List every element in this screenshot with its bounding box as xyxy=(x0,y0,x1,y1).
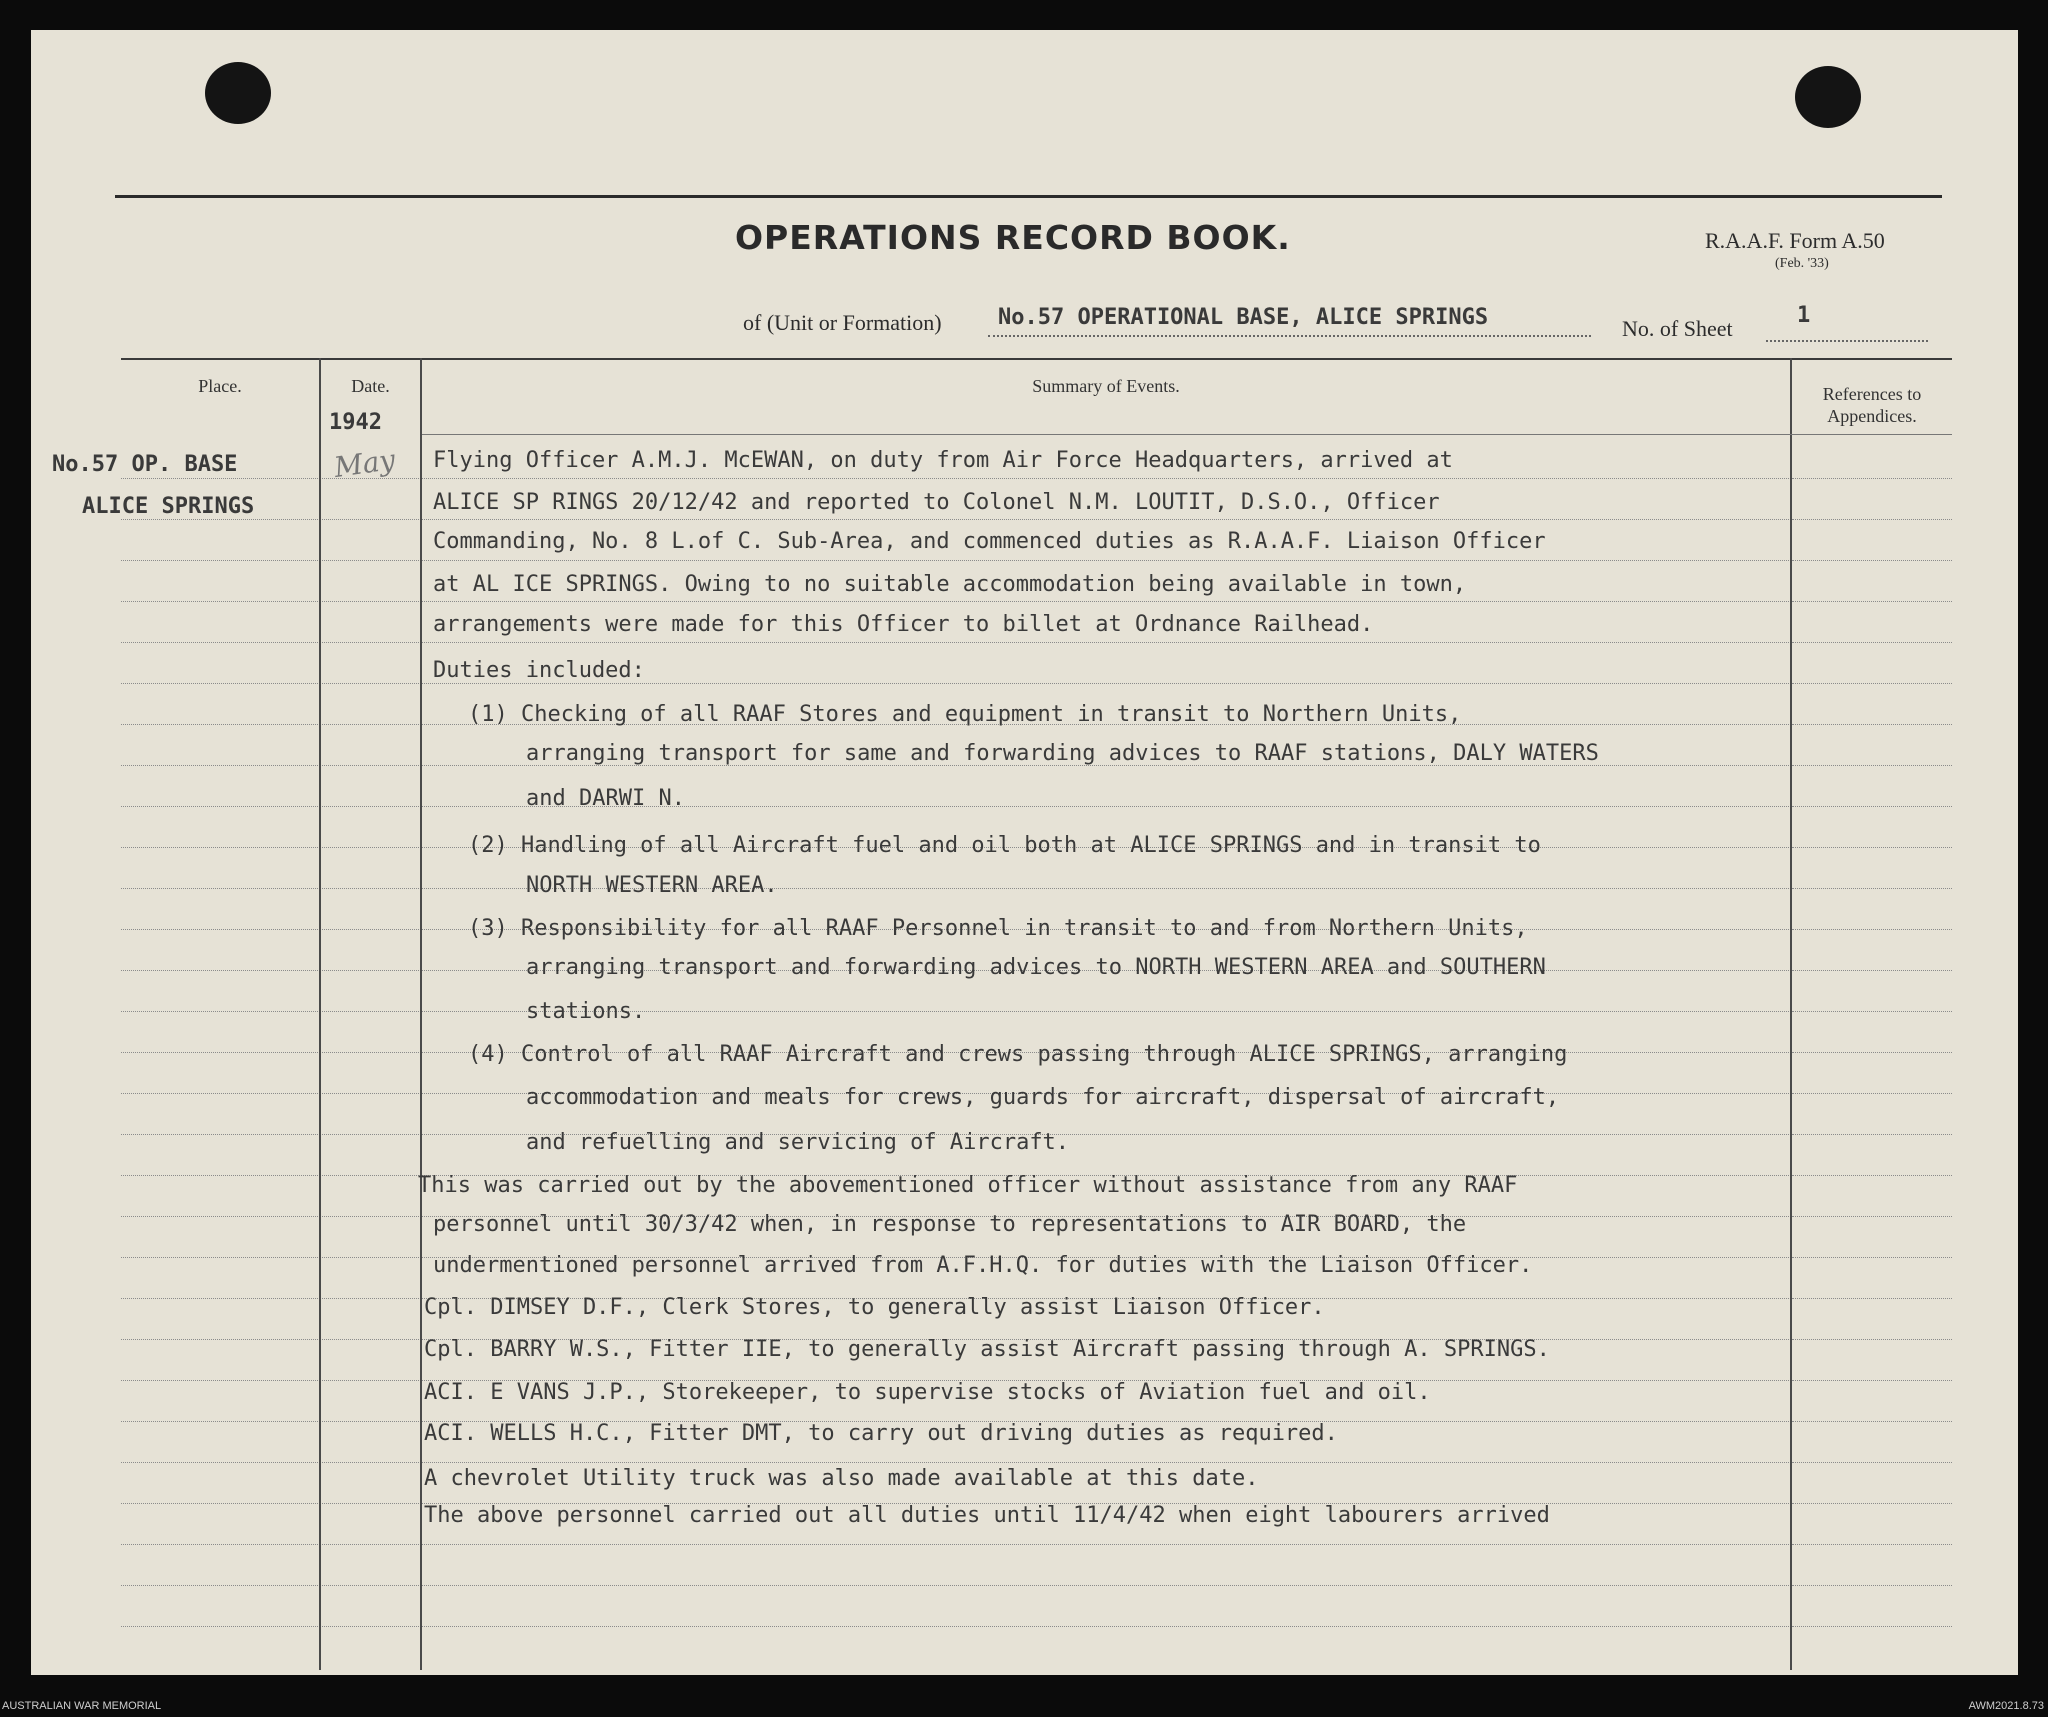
event-line-17: and refuelling and servicing of Aircraft. xyxy=(526,1130,1070,1155)
ruled-line xyxy=(1792,1011,1952,1012)
event-line-12: (3) Responsibility for all RAAF Personnel in transit to and from Northern Units, xyxy=(468,916,1528,941)
event-line-8: arranging transport for same and forwarding advices to RAAF stations, DALY WATERS xyxy=(526,741,1599,766)
ruled-line xyxy=(1792,929,1952,930)
ruled-line xyxy=(322,1257,419,1258)
footer-credit: AUSTRALIAN WAR MEMORIAL xyxy=(2,1700,162,1712)
ruled-line xyxy=(322,1544,419,1545)
ruled-line xyxy=(322,1134,419,1135)
ruled-line xyxy=(121,888,318,889)
ruled-line xyxy=(121,601,318,602)
punch-hole-left xyxy=(205,62,271,124)
ruled-line xyxy=(1792,970,1952,971)
event-line-11: NORTH WESTERN AREA. xyxy=(526,873,778,898)
ruled-line xyxy=(322,1011,419,1012)
ruled-line xyxy=(121,1216,318,1217)
ruled-line xyxy=(121,478,318,479)
unit-label: of (Unit or Formation) xyxy=(743,310,942,335)
ruled-line xyxy=(1792,1339,1952,1340)
event-line-16: accommodation and meals for crews, guards for aircraft, dispersal of aircraft, xyxy=(526,1085,1560,1110)
column-header-refs-line1: References to xyxy=(1822,384,1922,404)
ruled-line xyxy=(121,806,318,807)
event-line-9: and DARWI N. xyxy=(526,786,685,811)
column-header-date: Date. xyxy=(351,376,390,396)
ruled-line xyxy=(422,519,1789,520)
ruled-line xyxy=(322,970,419,971)
ruled-line xyxy=(322,1052,419,1053)
column-divider-refs xyxy=(1790,358,1792,1670)
ruled-line xyxy=(121,1544,318,1545)
ruled-line xyxy=(322,888,419,889)
ruled-line xyxy=(1792,1421,1952,1422)
ruled-line xyxy=(322,683,419,684)
ruled-line xyxy=(322,724,419,725)
place-line-1: No.57 OP. BASE xyxy=(52,452,238,477)
header-underline xyxy=(422,434,1952,435)
ruled-line xyxy=(322,1503,419,1504)
event-line-22: Cpl. BARRY W.S., Fitter IIE, to generally assist Aircraft passing through A. SPRINGS. xyxy=(424,1337,1550,1362)
ruled-line xyxy=(322,929,419,930)
column-divider-place xyxy=(319,358,321,1670)
ruled-line xyxy=(1792,683,1952,684)
ruled-line xyxy=(322,1093,419,1094)
ruled-line xyxy=(1792,1585,1952,1586)
column-divider-date xyxy=(420,358,422,1670)
ruled-line xyxy=(322,1585,419,1586)
ruled-line xyxy=(1792,847,1952,848)
event-line-10: (2) Handling of all Aircraft fuel and oil both at ALICE SPRINGS and in transit to xyxy=(468,833,1541,858)
ruled-line xyxy=(422,478,1789,479)
ruled-line xyxy=(322,847,419,848)
event-line-26: The above personnel carried out all duties until 11/4/42 when eight labourers arrived xyxy=(424,1503,1550,1528)
ruled-line xyxy=(322,1175,419,1176)
column-header-summary: Summary of Events. xyxy=(1032,376,1180,396)
form-reference: R.A.A.F. Form A.50 xyxy=(1705,228,1885,253)
ruled-line xyxy=(121,1298,318,1299)
ruled-line xyxy=(121,1257,318,1258)
ruled-line xyxy=(121,1380,318,1381)
year-label: 1942 xyxy=(329,410,382,435)
ruled-line xyxy=(121,1339,318,1340)
ruled-line xyxy=(422,1585,1789,1586)
ruled-line xyxy=(1792,1216,1952,1217)
unit-dotted-line xyxy=(988,335,1591,337)
ruled-line xyxy=(422,1462,1789,1463)
ruled-line xyxy=(1792,560,1952,561)
ruled-line xyxy=(121,1093,318,1094)
ruled-line xyxy=(121,929,318,930)
form-date: (Feb. '33) xyxy=(1775,256,1829,271)
event-line-25: A chevrolet Utility truck was also made available at this date. xyxy=(424,1466,1259,1491)
ruled-line xyxy=(422,601,1789,602)
event-line-2: ALICE SP RINGS 20/12/42 and reported to Colonel N.M. LOUTIT, D.S.O., Officer xyxy=(433,490,1440,515)
ruled-line xyxy=(1792,1175,1952,1176)
event-line-20: undermentioned personnel arrived from A.F.H.Q. for duties with the Liaison Officer. xyxy=(433,1253,1533,1278)
ruled-line xyxy=(121,1011,318,1012)
ruled-line xyxy=(121,724,318,725)
event-line-18: This was carried out by the abovementioned officer without assistance from any RAAF xyxy=(418,1173,1518,1198)
ruled-line xyxy=(1792,1544,1952,1545)
ruled-line xyxy=(1792,806,1952,807)
ruled-line xyxy=(1792,1380,1952,1381)
ruled-line xyxy=(121,560,318,561)
ruled-line xyxy=(322,642,419,643)
ruled-line xyxy=(322,560,419,561)
column-header-place: Place. xyxy=(198,376,242,396)
event-line-15: (4) Control of all RAAF Aircraft and crews passing through ALICE SPRINGS, arranging xyxy=(468,1042,1568,1067)
ruled-line xyxy=(322,1462,419,1463)
event-line-19: personnel until 30/3/42 when, in response to representations to AIR BOARD, the xyxy=(433,1212,1467,1237)
ruled-line xyxy=(1792,1052,1952,1053)
page-title: OPERATIONS RECORD BOOK. xyxy=(735,218,1291,257)
ruled-line xyxy=(121,1503,318,1504)
ruled-line xyxy=(422,1544,1789,1545)
ruled-line xyxy=(121,1134,318,1135)
ruled-line xyxy=(1792,1257,1952,1258)
event-line-4: at AL ICE SPRINGS. Owing to no suitable accommodation being available in town, xyxy=(433,572,1467,597)
ruled-line xyxy=(121,1175,318,1176)
ruled-line xyxy=(1792,601,1952,602)
header-rule xyxy=(115,195,1942,198)
ruled-line xyxy=(1792,1134,1952,1135)
event-line-6: Duties included: xyxy=(433,658,645,683)
ruled-line xyxy=(1792,724,1952,725)
event-line-3: Commanding, No. 8 L.of C. Sub-Area, and commenced duties as R.A.A.F. Liaison Officer xyxy=(433,529,1546,554)
ruled-line xyxy=(1792,519,1952,520)
ruled-line xyxy=(1792,478,1952,479)
event-line-13: arranging transport and forwarding advices to NORTH WESTERN AREA and SOUTHERN xyxy=(526,955,1546,980)
sheet-value: 1 xyxy=(1797,303,1811,328)
ruled-line xyxy=(422,683,1789,684)
ruled-line xyxy=(121,1585,318,1586)
event-line-7: (1) Checking of all RAAF Stores and equipment in transit to Northern Units, xyxy=(468,702,1462,727)
ruled-line xyxy=(1792,1093,1952,1094)
ruled-line xyxy=(322,1380,419,1381)
ruled-line xyxy=(121,519,318,520)
event-line-24: ACI. WELLS H.C., Fitter DMT, to carry out driving duties as required. xyxy=(424,1421,1338,1446)
unit-value: No.57 OPERATIONAL BASE, ALICE SPRINGS xyxy=(998,305,1489,330)
ruled-line xyxy=(121,847,318,848)
event-line-5: arrangements were made for this Officer to billet at Ordnance Railhead. xyxy=(433,612,1374,637)
table-top-rule xyxy=(121,358,1952,360)
ruled-line xyxy=(1792,765,1952,766)
ruled-line xyxy=(422,1626,1789,1627)
ruled-line xyxy=(422,642,1789,643)
ruled-line xyxy=(121,1052,318,1053)
ruled-line xyxy=(322,1216,419,1217)
sheet-dotted-line xyxy=(1766,340,1928,342)
ruled-line xyxy=(422,560,1789,561)
ruled-line xyxy=(322,1421,419,1422)
ruled-line xyxy=(322,806,419,807)
ruled-line xyxy=(1792,1626,1952,1627)
ruled-line xyxy=(121,1462,318,1463)
date-handwritten-month: May xyxy=(332,442,398,485)
footer-accession: AWM2021.8.73 xyxy=(1968,1700,2044,1712)
ruled-line xyxy=(322,601,419,602)
ruled-line xyxy=(121,683,318,684)
ruled-line xyxy=(322,1339,419,1340)
place-line-2: ALICE SPRINGS xyxy=(82,494,255,519)
ruled-line xyxy=(121,765,318,766)
punch-hole-right xyxy=(1795,66,1861,128)
ruled-line xyxy=(121,1626,318,1627)
ruled-line xyxy=(121,1421,318,1422)
ruled-line xyxy=(1792,642,1952,643)
ruled-line xyxy=(322,1298,419,1299)
ruled-line xyxy=(1792,1298,1952,1299)
ruled-line xyxy=(322,519,419,520)
event-line-21: Cpl. DIMSEY D.F., Clerk Stores, to generally assist Liaison Officer. xyxy=(424,1295,1325,1320)
event-line-1: Flying Officer A.M.J. McEWAN, on duty from Air Force Headquarters, arrived at xyxy=(433,448,1453,473)
sheet-label: No. of Sheet xyxy=(1622,316,1733,341)
column-header-refs-line2: Appendices. xyxy=(1827,406,1917,426)
ruled-line xyxy=(1792,1503,1952,1504)
ruled-line xyxy=(121,642,318,643)
ruled-line xyxy=(322,1626,419,1627)
event-line-23: ACI. E VANS J.P., Storekeeper, to supervise stocks of Aviation fuel and oil. xyxy=(424,1380,1431,1405)
ruled-line xyxy=(121,970,318,971)
ruled-line xyxy=(1792,888,1952,889)
event-line-14: stations. xyxy=(526,999,646,1024)
ruled-line xyxy=(1792,1462,1952,1463)
ruled-line xyxy=(322,765,419,766)
